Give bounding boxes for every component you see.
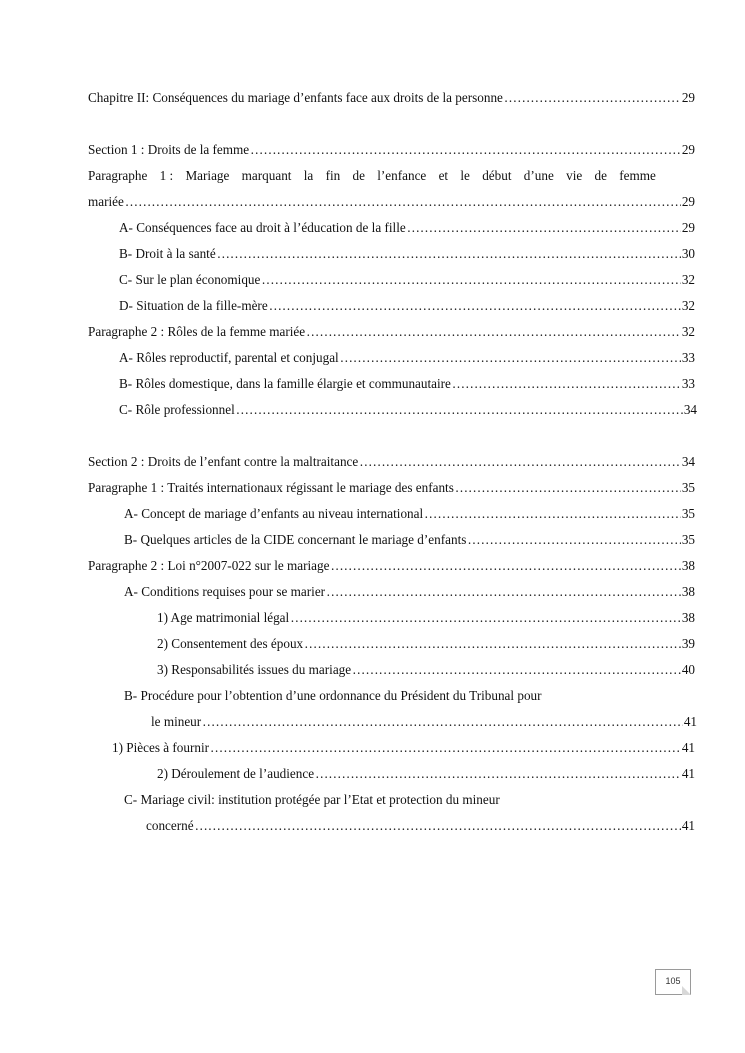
dot-leader <box>210 740 681 756</box>
dot-leader <box>269 298 681 314</box>
toc-entry-item <box>124 532 695 550</box>
dot-leader <box>250 142 681 158</box>
toc-entry-item <box>119 298 695 316</box>
toc-entry-text: Paragraphe 2 : Loi n°2007-022 sur le mariage <box>88 558 330 573</box>
toc-entry-text: C- Rôle professionnel <box>119 402 235 417</box>
toc-entry-page: 32 <box>681 272 695 287</box>
toc-entry-page: 33 <box>681 376 695 391</box>
toc-entry-item-line1 <box>124 792 500 810</box>
toc-entry-subitem <box>157 636 695 654</box>
toc-entry-page: 38 <box>681 584 695 599</box>
toc-entry-text: Paragraphe 1 : Traités internationaux régissant le mariage des enfants <box>88 480 454 495</box>
toc-entry-text: 3) Responsabilités issues du mariage <box>157 662 352 677</box>
toc-entry-text: 2) Consentement des époux <box>157 636 304 651</box>
toc-entry-page: 34 <box>681 454 695 469</box>
dot-leader <box>236 402 683 418</box>
toc-entry-item-line1 <box>124 688 542 706</box>
toc-entry-page: 41 <box>681 740 695 755</box>
toc-entry-text: Section 2 : Droits de l’enfant contre la maltraitance <box>88 454 359 469</box>
dot-leader <box>125 194 681 210</box>
word: et <box>438 168 449 183</box>
toc-entry-section-2 <box>88 454 695 472</box>
word: la <box>303 168 314 183</box>
toc-entry-page: 29 <box>681 90 695 105</box>
toc-entry-item <box>119 220 695 238</box>
toc-entry-text: A- Concept de mariage d’enfants au niveau international <box>124 506 424 521</box>
dot-leader <box>304 636 681 652</box>
toc-entry-text: A- Conditions requises pour se marier <box>124 584 326 599</box>
toc-entry-section-1 <box>88 142 695 160</box>
dot-leader <box>202 714 683 730</box>
toc-entry-item-line2 <box>146 818 695 836</box>
toc-entry-text: B- Droit à la santé <box>119 246 216 261</box>
dot-leader <box>195 818 681 834</box>
dot-leader <box>326 584 681 600</box>
toc-entry-page: 30 <box>681 246 695 261</box>
toc-entry-page: 33 <box>681 350 695 365</box>
toc-entry-item <box>119 246 695 264</box>
toc-entry-page: 38 <box>681 610 695 625</box>
word: d’une <box>523 168 554 183</box>
toc-entry-page: 29 <box>681 220 695 235</box>
toc-entry-item <box>119 272 695 290</box>
toc-entry-page: 38 <box>681 558 695 573</box>
toc-entry-subitem <box>157 610 695 628</box>
dot-leader <box>352 662 681 678</box>
toc-entry-item <box>119 402 697 420</box>
toc-entry-text: concerné <box>146 818 194 833</box>
toc-entry-paragraph-2 <box>88 558 695 576</box>
toc-entry-text: 1) Pièces à fournir <box>112 740 210 755</box>
toc-entry-paragraph-1-line1 <box>88 168 656 184</box>
toc-entry-page: 35 <box>681 506 695 521</box>
dot-leader <box>217 246 681 262</box>
toc-entry-subitem <box>157 662 695 680</box>
word: vie <box>566 168 583 183</box>
word: fin <box>325 168 341 183</box>
toc-entry-item <box>119 350 695 368</box>
toc-entry-chapter <box>88 90 695 108</box>
toc-entry-page: 41 <box>681 818 695 833</box>
toc-entry-text: le mineur <box>151 714 202 729</box>
toc-entry-page: 35 <box>681 480 695 495</box>
dot-leader <box>452 376 681 392</box>
dot-leader <box>330 558 680 574</box>
dot-leader <box>407 220 681 236</box>
toc-entry-page: 32 <box>681 324 695 339</box>
toc-entry-text: A- Rôles reproductif, parental et conjugal <box>119 350 339 365</box>
word: l’enfance <box>377 168 427 183</box>
toc-entry-page: 35 <box>681 532 695 547</box>
toc-entry-item-line2 <box>151 714 697 732</box>
toc-entry-text: Paragraphe 2 : Rôles de la femme mariée <box>88 324 306 339</box>
dot-leader <box>340 350 681 366</box>
dot-leader <box>504 90 681 106</box>
page-number-box <box>655 969 691 995</box>
toc-entry-text: B- Procédure pour l’obtention d’une ordonnance du Président du Tribunal pour <box>124 688 542 703</box>
toc-entry-paragraph-1 <box>88 480 695 498</box>
page-number: 105 <box>665 976 681 986</box>
word: de <box>594 168 607 183</box>
toc-entry-text: mariée <box>88 194 124 209</box>
toc-entry-text: Section 1 : Droits de la femme <box>88 142 250 157</box>
dot-leader <box>315 766 681 782</box>
toc-entry-page: 29 <box>681 194 695 209</box>
toc-entry-subitem <box>112 740 695 758</box>
word: 1 : <box>159 168 174 183</box>
word: de <box>352 168 365 183</box>
page-curl-icon <box>682 986 691 995</box>
word: marquant <box>241 168 292 183</box>
toc-entry-item <box>124 506 695 524</box>
toc-entry-text: B- Rôles domestique, dans la famille élargie et communautaire <box>119 376 451 391</box>
word: femme <box>619 168 656 183</box>
dot-leader <box>424 506 681 522</box>
toc-entry-text: B- Quelques articles de la CIDE concernant le mariage d’enfants <box>124 532 467 547</box>
toc-entry-subitem <box>157 766 695 784</box>
word: Paragraphe <box>88 168 148 183</box>
word: Mariage <box>185 168 230 183</box>
word: le <box>460 168 470 183</box>
dot-leader <box>261 272 680 288</box>
dot-leader <box>306 324 681 340</box>
toc-entry-page: 41 <box>681 766 695 781</box>
toc-entry-page: 40 <box>681 662 695 677</box>
toc-entry-text: 1) Age matrimonial légal <box>157 610 290 625</box>
dot-leader <box>290 610 681 626</box>
toc-entry-page: 29 <box>681 142 695 157</box>
toc-entry-paragraph-1-line2 <box>88 194 695 212</box>
toc-entry-item <box>119 376 695 394</box>
toc-entry-text: C- Mariage civil: institution protégée par l’Etat et protection du mineur <box>124 792 500 807</box>
dot-leader <box>359 454 681 470</box>
word: début <box>482 168 512 183</box>
toc-entry-page: 34 <box>683 402 697 417</box>
toc-entry-text: D- Situation de la fille-mère <box>119 298 268 313</box>
dot-leader <box>467 532 680 548</box>
toc-entry-page: 41 <box>683 714 697 729</box>
toc-entry-item <box>124 584 695 602</box>
toc-entry-paragraph-2 <box>88 324 695 342</box>
toc-entry-text: Chapitre II: Conséquences du mariage d’enfants face aux droits de la personne <box>88 90 503 105</box>
toc-entry-page: 32 <box>681 298 695 313</box>
toc-entry-text: 2) Déroulement de l’audience <box>157 766 315 781</box>
toc-entry-page: 39 <box>681 636 695 651</box>
toc-entry-text: A- Conséquences face au droit à l’éducation de la fille <box>119 220 406 235</box>
toc-entry-text: C- Sur le plan économique <box>119 272 261 287</box>
dot-leader <box>455 480 681 496</box>
